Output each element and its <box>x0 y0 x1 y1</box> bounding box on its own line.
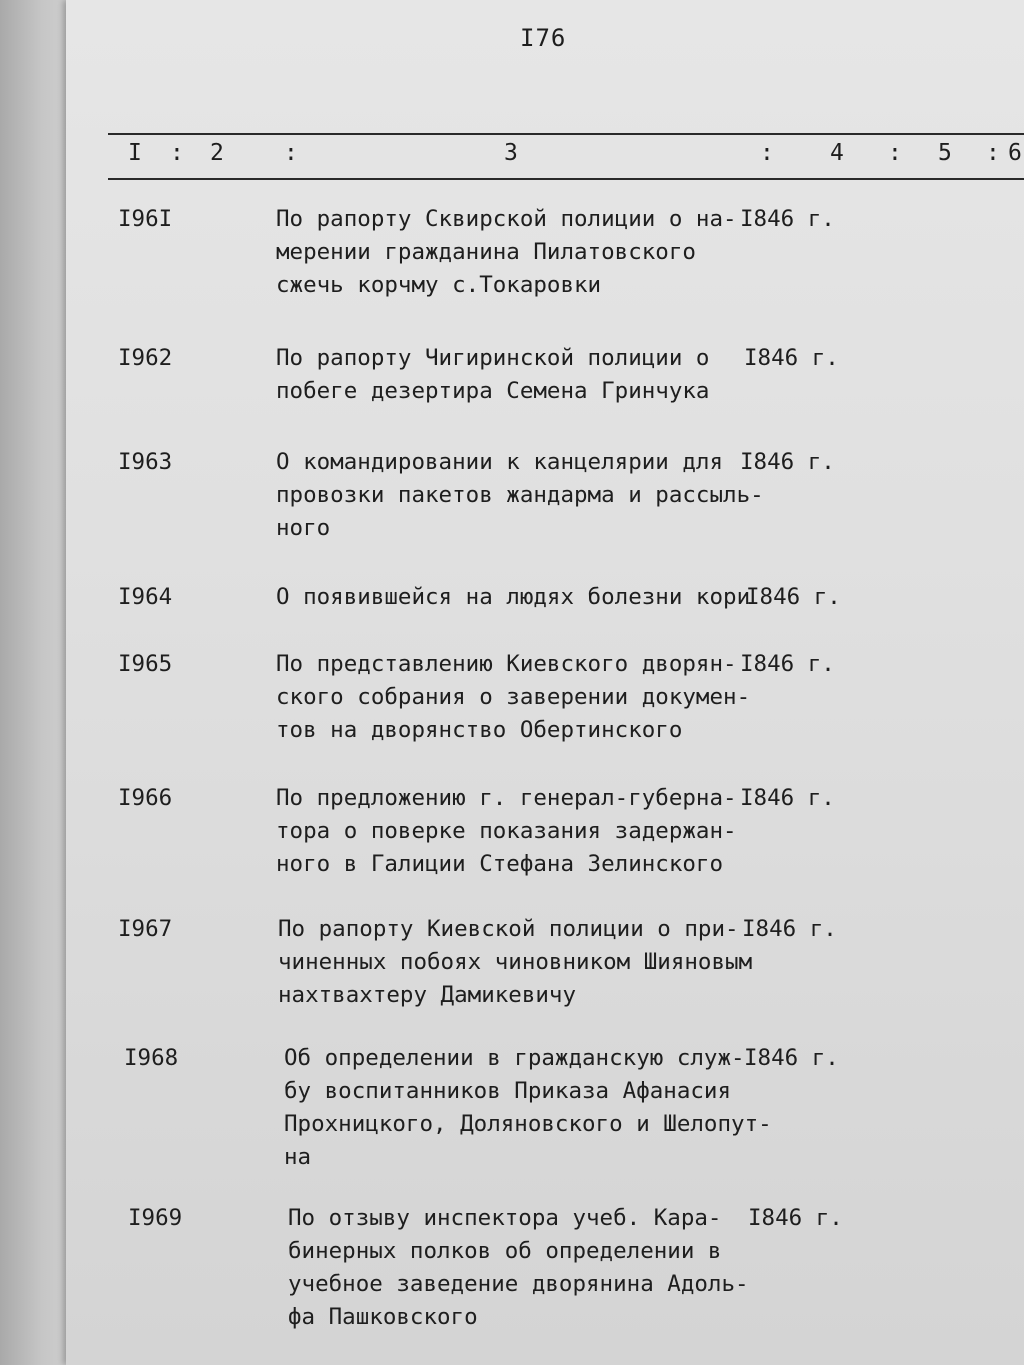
entry-title-line: сжечь корчму с.Токаровки <box>276 272 602 298</box>
column-header-4: 4 <box>830 140 844 166</box>
entry-title-line: фа Пашковского <box>288 1304 478 1330</box>
entry-title-line: учебное заведение дворянина Адоль- <box>288 1271 749 1297</box>
entry-title-line: О появившейся на людях болезни кори <box>276 584 751 610</box>
entry-title-line: По предложению г. генерал-губерна- <box>276 785 737 811</box>
column-header-6: 6 <box>1008 140 1022 166</box>
entry-year: I846 г. <box>740 785 835 811</box>
entry-title-line: тора о поверке показания задержан- <box>276 818 737 844</box>
entry-title-line: Об определении в гражданскую служ- <box>284 1045 745 1071</box>
entry-year: I846 г. <box>740 206 835 232</box>
entry-year: I846 г. <box>744 1045 839 1071</box>
entry-title-line: на <box>284 1144 312 1170</box>
entry-number: I968 <box>124 1045 179 1071</box>
entry-title <box>276 446 764 545</box>
entry-year: I846 г. <box>740 651 835 677</box>
column-header-2: 2 <box>210 140 224 166</box>
entry-title-line: провозки пакетов жандарма и рассыль- <box>276 482 764 508</box>
table-header-top-rule <box>108 133 1024 135</box>
entry-title-line: ного <box>276 515 331 541</box>
entry-title-line: По рапорту Сквирской полиции о на- <box>276 206 737 232</box>
entry-title <box>276 342 709 408</box>
entry-title <box>276 581 750 614</box>
entry-year: I846 г. <box>744 345 839 371</box>
column-separator: : <box>284 140 298 166</box>
entry-title-line: По представлению Киевского дворян- <box>276 651 737 677</box>
column-header-5: 5 <box>938 140 952 166</box>
entry-title-line: тов на дворянство Обертинского <box>276 717 683 743</box>
entry-year: I846 г. <box>740 449 835 475</box>
entry-number: I963 <box>118 449 173 475</box>
entry-title-line: нахтвахтеру Дамикевичу <box>278 982 577 1008</box>
entry-title <box>288 1202 749 1334</box>
entry-title-line: бу воспитанников Приказа Афанасия <box>284 1078 732 1104</box>
entry-title-line: ного в Галиции Стефана Зелинского <box>276 851 724 877</box>
entry-number: I969 <box>128 1205 183 1231</box>
entry-title-line: По рапорту Киевской полиции о при- <box>278 916 739 942</box>
entry-title <box>278 913 752 1012</box>
entry-number: I966 <box>118 785 173 811</box>
column-separator: : <box>760 140 774 166</box>
column-separator: : <box>986 140 1000 166</box>
entry-title-line: По отзыву инспектора учеб. Кара- <box>288 1205 722 1231</box>
column-header-3: 3 <box>504 140 518 166</box>
table-header-bottom-rule <box>108 178 1024 180</box>
entry-number: I965 <box>118 651 173 677</box>
entry-title-line: побеге дезертира Семена Гринчука <box>276 378 710 404</box>
entry-title-line: По рапорту Чигиринской полиции о <box>276 345 710 371</box>
entry-title-line: чиненных побоях чиновником Шияновым <box>278 949 753 975</box>
column-header-1: I <box>128 140 142 166</box>
entry-title <box>284 1042 772 1174</box>
entry-title-line: Прохницкого, Доляновского и Шелопут- <box>284 1111 772 1137</box>
entry-title <box>276 782 737 881</box>
column-separator: : <box>170 140 184 166</box>
entry-year: I846 г. <box>742 916 837 942</box>
entry-year: I846 г. <box>746 584 841 610</box>
entry-number: I967 <box>118 916 173 942</box>
entry-number: I962 <box>118 345 173 371</box>
entry-title-line: бинерных полков об определении в <box>288 1238 722 1264</box>
entry-title-line: мерении гражданина Пилатовского <box>276 239 696 265</box>
adjacent-page-edge <box>0 0 70 1365</box>
entry-year: I846 г. <box>748 1205 843 1231</box>
entry-number: I96I <box>118 206 173 232</box>
entry-number: I964 <box>118 584 173 610</box>
page-number: I76 <box>520 24 567 52</box>
entry-title-line: О командировании к канцелярии для <box>276 449 724 475</box>
entry-title <box>276 203 737 302</box>
entry-title-line: ского собрания о заверении докумен- <box>276 684 751 710</box>
column-separator: : <box>888 140 902 166</box>
entry-title <box>276 648 750 747</box>
